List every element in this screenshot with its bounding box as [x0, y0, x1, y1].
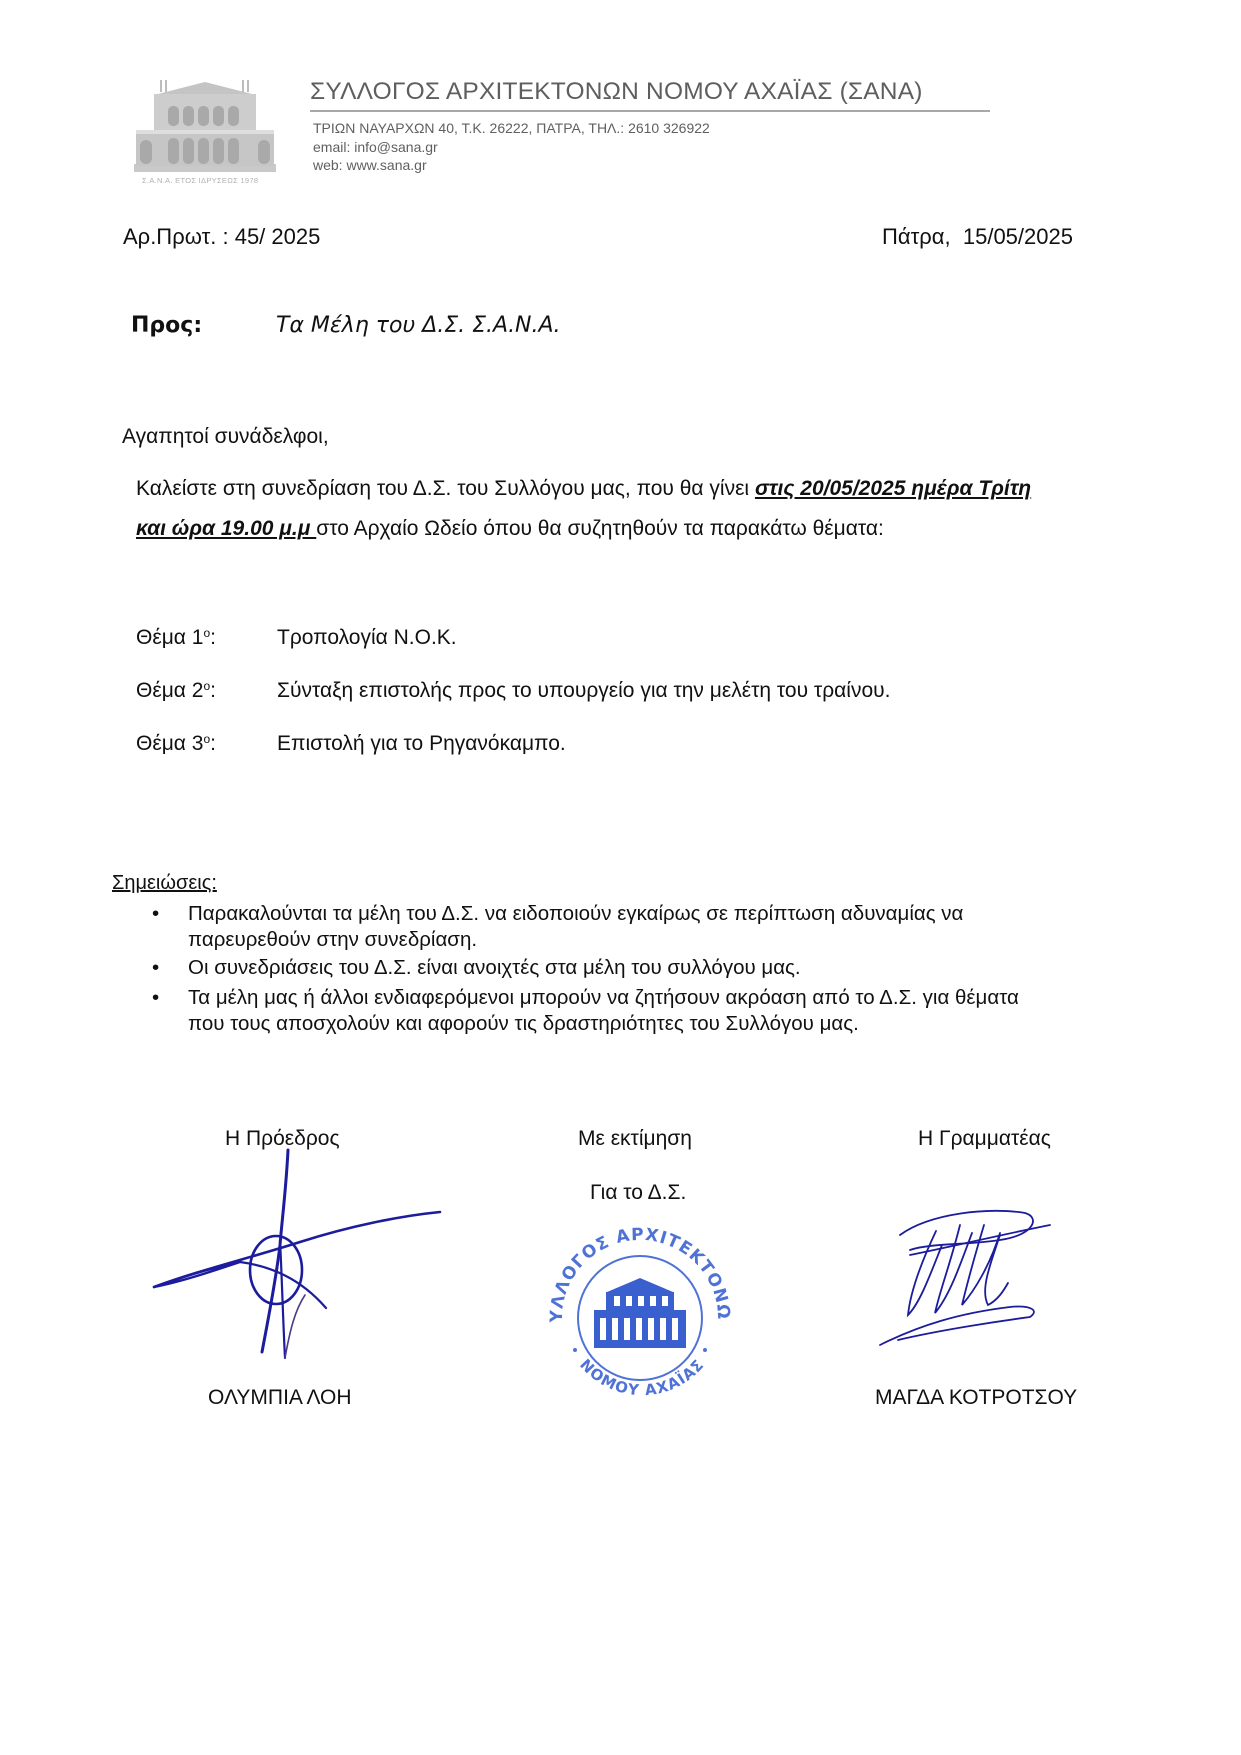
- notes-list: [152, 901, 1142, 1039]
- note-item: • Παρακαλούνται τα μέλη του Δ.Σ. να ειδοποιούν εγκαίρως σε περίπτωση αδυναμίας να παρευρεθούν στην συνεδρίαση.: [152, 902, 964, 951]
- organization-website: web: www.sana.gr: [313, 157, 427, 173]
- secretary-name: ΜΑΓΔΑ ΚΟΤΡΟΤΣΟΥ: [875, 1386, 1078, 1409]
- invitation-text: στο Αρχαίο Ωδείο όπου θα συζητηθούν τα παρακάτω θέματα:: [316, 517, 884, 540]
- protocol-number: Αρ.Πρωτ. : 45/ 2025: [123, 224, 321, 249]
- president-signature-icon: [140, 1150, 460, 1370]
- notes-title: Σημειώσεις:: [112, 872, 217, 894]
- recipient-label: Προς:: [131, 313, 203, 338]
- closing-regards: Με εκτίμηση: [578, 1127, 692, 1150]
- topic-label: Θέμα $3^o$:: [136, 732, 216, 755]
- invitation-text: Καλείστε στη συνεδρίαση του Δ.Σ. του Συλλόγου μας, που θα γίνει: [136, 477, 755, 500]
- secretary-signature-icon: [880, 1195, 1080, 1355]
- for-the-board: Για το Δ.Σ.: [590, 1181, 687, 1204]
- topic-text: Επιστολή για το Ρηγανόκαμπο.: [277, 732, 566, 755]
- meeting-date-highlight: στις 20/05/2025 ημέρα Τρίτη: [754, 477, 1032, 500]
- letterhead-divider: [310, 110, 990, 112]
- svg-text:ΝΟΜΟΥ ΑΧΑΪΑΣ: ΝΟΜΟΥ ΑΧΑΪΑΣ: [576, 1355, 708, 1400]
- organization-address: ΤΡΙΩΝ ΝΑΥΑΡΧΩΝ 40, Τ.Κ. 26222, ΠΑΤΡΑ, ΤΗΛ.: 2610 326922: [313, 120, 710, 136]
- organization-name: ΣΥΛΛΟΓΟΣ ΑΡΧΙΤΕΚΤΟΝΩΝ ΝΟΜΟΥ ΑΧΑΪΑΣ (ΣΑΝΑ): [310, 78, 923, 105]
- meeting-time-highlight: και ώρα 19.00 μ.μ: [136, 517, 317, 540]
- topic-label: Θέμα $1^o$:: [136, 626, 216, 649]
- recipient-value: Τα Μέλη του Δ.Σ. Σ.Α.Ν.Α.: [276, 313, 561, 338]
- svg-text:ΣΥΛΛΟΓΟΣ ΑΡΧΙΤΕΚΤΟΝΩΝ: ΣΥΛΛΟΓΟΣ ΑΡΧΙΤΕΚΤΟΝΩΝ: [524, 1185, 734, 1323]
- president-name: ΟΛΥΜΠΙΑ ΛΟΗ: [208, 1386, 352, 1409]
- president-title: Η Πρόεδρος: [225, 1127, 340, 1150]
- greeting: Αγαπητοί συνάδελφοι,: [122, 425, 329, 448]
- bullet-icon: •: [152, 902, 160, 925]
- organization-email: email: info@sana.gr: [313, 139, 438, 155]
- topic-text: Τροπολογία Ν.Ο.Κ.: [277, 626, 457, 649]
- invitation-line-1: [136, 477, 1031, 501]
- note-item: • Τα μέλη μας ή άλλοι ενδιαφερόμενοι μπορούν να ζητήσουν ακρόαση από το Δ.Σ. για θέματα που τους αποσχολούν και αφορούν τις δραστηριότητες του Συλλόγου μας.: [152, 986, 1019, 1035]
- topic-label: Θέμα $2^o$:: [136, 679, 216, 702]
- secretary-title: Η Γραμματέας: [918, 1127, 1051, 1150]
- topic-text: Σύνταξη επιστολής προς το υπουργείο για την μελέτη του τραίνου.: [277, 679, 891, 702]
- building-facade-logo-icon: [134, 80, 276, 172]
- bullet-icon: •: [152, 956, 160, 979]
- bullet-icon: •: [152, 986, 160, 1009]
- invitation-line-2: [136, 517, 884, 541]
- place-and-date: Πάτρα, 15/05/2025: [882, 224, 1073, 249]
- logo-caption: Σ.Α.Ν.Α. ΕΤΟΣ ΙΔΡΥΣΕΩΣ 1978: [142, 176, 259, 185]
- note-item: • Οι συνεδριάσεις του Δ.Σ. είναι ανοιχτές στα μέλη του συλλόγου μας.: [152, 956, 801, 979]
